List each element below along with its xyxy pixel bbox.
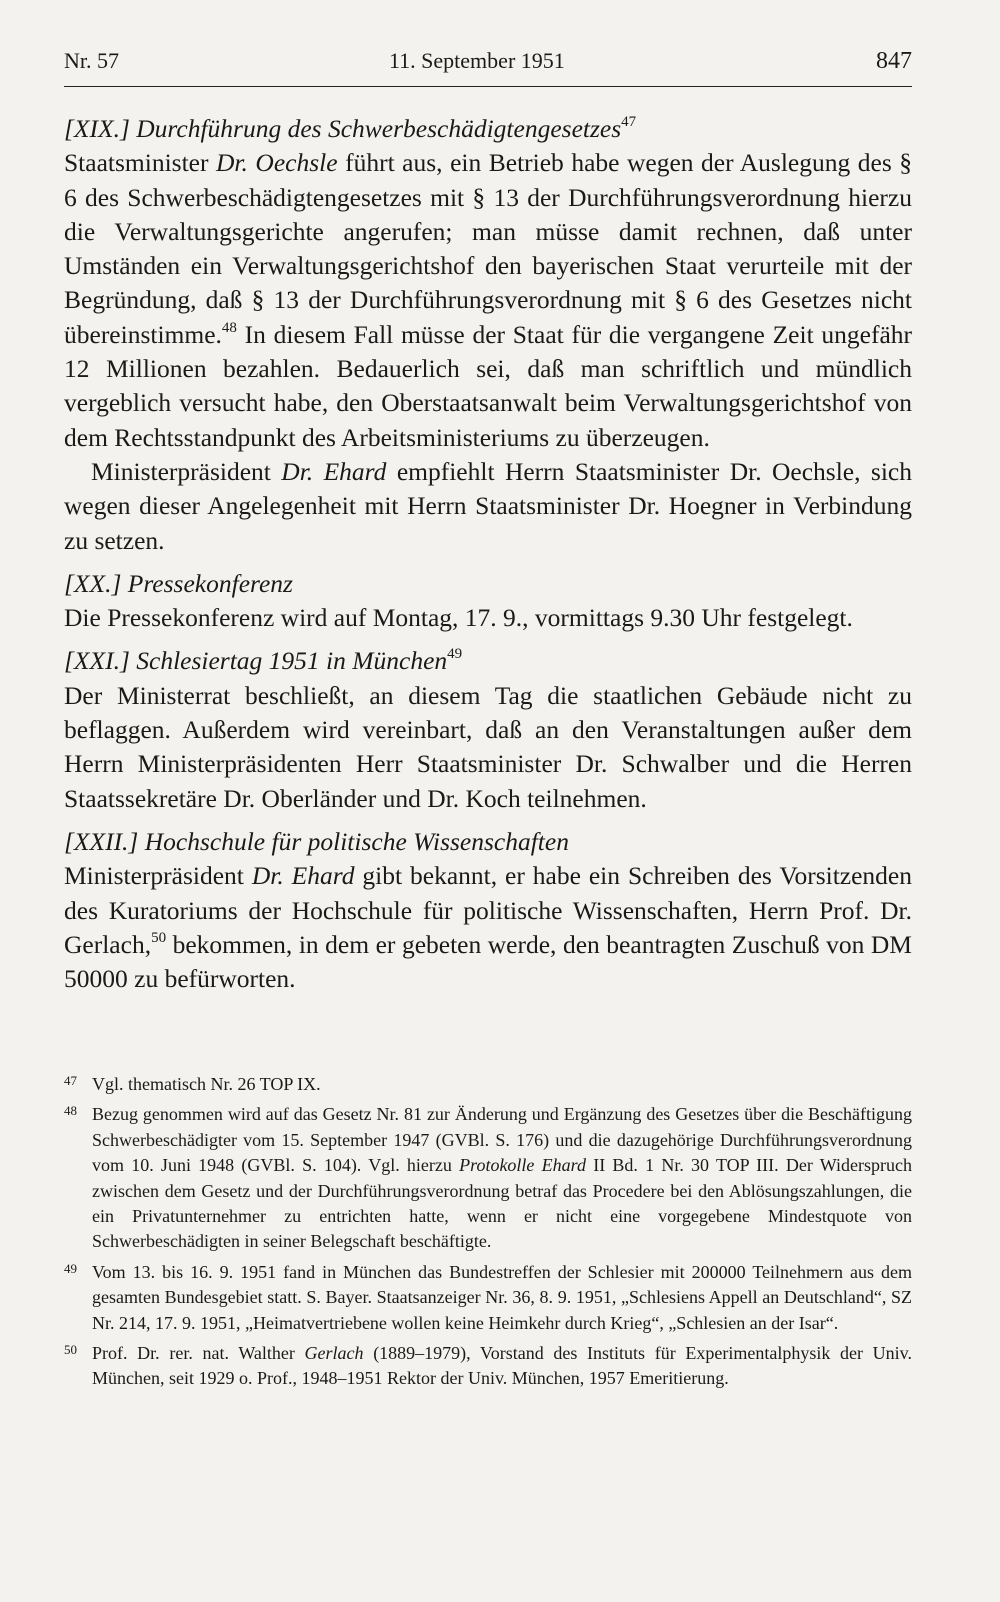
footnote-ref-49: 49 — [447, 646, 463, 663]
footnote-47: 47 Vgl. thematisch Nr. 26 TOP IX. — [64, 1073, 321, 1094]
footnote-ref-47: 47 — [621, 114, 637, 130]
section-xix-paragraph-2: Ministerpräsident Dr. Ehard empfiehlt Herrn Staatsminister Dr. Oechsle, sich wegen dieser Angelegenheit mit Herrn Staatsminister Dr. Hoegner in Verbindung zu setzen. — [64, 456, 912, 555]
session-date: 11. September 1951 — [389, 48, 565, 73]
section-heading-xxii: [XXII.] Hochschule für politische Wissenschaften — [64, 826, 569, 856]
footnote-ref-48: 48 — [221, 319, 237, 336]
footnote-48: 48 Bezug genommen wird auf das Gesetz Nr. 81 zur Änderung und Ergänzung des Gesetzes über die Beschäftigung Schwerbeschädigter vom 15. September 1947 (GVBl. S. 176) und die dazugehörige Durchführungsverordnung vom 10. Juni 1948 (GVBl. S. 104). Vgl. hierzu Protokolle Ehard II Bd. 1 Nr. 30 TOP III. Der Widerspruch zwischen dem Gesetz und der Durchführungsverordnung betraf das Procedere bei den Ablösungszahlungen, die ein Privatunternehmer zu entrichten hatte, wenn er nicht eine vorgegebene Mindestquote von Schwerbeschädigten in seiner Belegschaft beschäftigte. — [64, 1103, 912, 1252]
section-heading-xxi: [XXI.] Schlesiertag 1951 in München$^{49}$ — [64, 646, 463, 676]
section-heading-xx: [XX.] Pressekonferenz — [64, 568, 293, 598]
section-heading-xix: [XIX.] Durchführung des Schwerbeschädigtengesetzes$^{47}$ — [64, 114, 637, 143]
header-rule — [64, 86, 912, 87]
section-xxi-text: Der Ministerrat beschließt, an diesem Tag die staatlichen Gebäude nicht zu beflaggen. Außerdem wird vereinbart, daß an den Veranstaltungen außer dem Herrn Ministerpräsidenten Herr Staatsminister Dr. Schwalber und die Herren Staatssekretäre Dr. Oberländer und Dr. Koch teilnehmen. — [64, 680, 912, 813]
footnote-50: 50 Prof. Dr. rer. nat. Walther Gerlach (1889–1979), Vorstand des Instituts für Experimentalphysik der Univ. München, seit 1929 o. Prof., 1948–1951 Rektor der Univ. München, 1957 Emeritierung. — [64, 1342, 912, 1389]
footnote-ref-50: 50 — [151, 929, 167, 946]
footnote-49: 49 Vom 13. bis 16. 9. 1951 fand in München das Bundestreffen der Schlesier mit 200000 Teilnehmern aus dem gesamten Bundesgebiet statt. S. Bayer. Staatsanzeiger Nr. 36, 8. 9. 1951, „Schlesiens Appell an Deutschland“, SZ Nr. 214, 17. 9. 1951, „Heimatvertriebene wollen keine Heimkehr durch Krieg“, „Schlesien an der Isar“. — [64, 1260, 912, 1333]
section-xix-paragraph-1: Staatsminister Dr. Oechsle führt aus, ein Betrieb habe wegen der Auslegung des § 6 des Schwerbeschädigtengesetzes mit § 13 der Durchführungsverordnung hierzu die Verwaltungsgerichte angerufen; man müsse damit rechnen, daß unter Umständen ein Verwaltungsgerichtshof den bayerischen Staat verurteile mit der Begründung, daß § 13 der Durchführungsverordnung mit § 6 des Gesetzes nicht übereinstimme.$^{48}$ In diesem Fall müsse der Staat für die vergangene Zeit ungefähr 12 Millionen bezahlen. Bedauerlich sei, daß man schriftlich und mündlich vergeblich versucht habe, den Oberstaatsanwalt beim Verwaltungsgerichtshof von dem Rechtsstandpunkt des Arbeitsministeriums zu überzeugen. — [64, 148, 913, 452]
running-head — [64, 48, 912, 78]
section-xx-text: Die Pressekonferenz wird auf Montag, 17. 9., vormittags 9.30 Uhr festgelegt. — [64, 603, 853, 633]
document-number: Nr. 57 — [64, 48, 119, 73]
page-number: 847 — [876, 48, 912, 74]
footnotes — [64, 1072, 912, 1397]
section-xxii-text: Ministerpräsident Dr. Ehard gibt bekannt, er habe ein Schreiben des Vorsitzenden des Kuratoriums der Hochschule für politische Wissenschaften, Herrn Prof. Dr. Gerlach,$^{50}$ bekommen, in dem er gebeten werde, den beantragten Zuschuß von DM 50000 zu befürworten. — [64, 861, 912, 994]
main-text — [64, 112, 912, 996]
